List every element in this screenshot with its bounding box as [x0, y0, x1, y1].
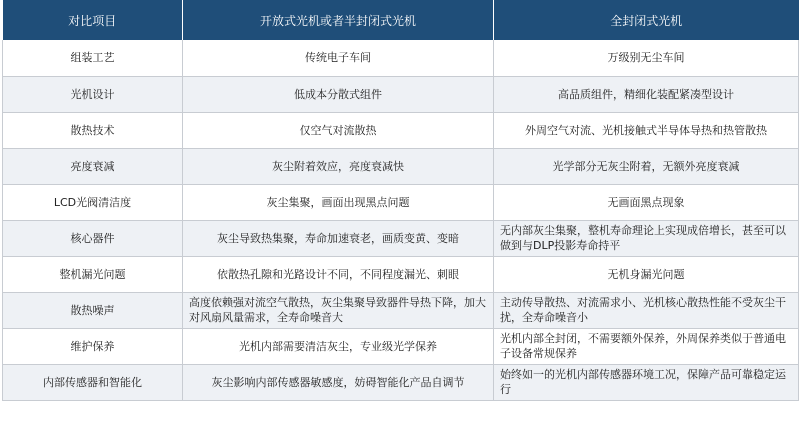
table-row	[3, 112, 799, 148]
open-value: 依散热孔隙和光路设计不同，不同程度漏光、刺眼	[183, 256, 494, 292]
row-label: 整机漏光问题	[3, 256, 183, 292]
sealed-value: 光学部分无灰尘附着，无额外亮度衰减	[494, 148, 799, 184]
table-row	[3, 184, 799, 220]
header-open-projector: 开放式光机或者半封闭式光机	[183, 0, 494, 40]
open-value: 低成本分散式组件	[183, 76, 494, 112]
sealed-value: 始终如一的光机内部传感器环境工况，保障产品可靠稳定运行	[494, 364, 799, 400]
open-value: 光机内部需要清洁灰尘，专业级光学保养	[183, 328, 494, 364]
table-row	[3, 76, 799, 112]
sealed-value: 无画面黑点现象	[494, 184, 799, 220]
row-label: 光机设计	[3, 76, 183, 112]
row-label: 组装工艺	[3, 40, 183, 76]
sealed-value: 无机身漏光问题	[494, 256, 799, 292]
row-label: 散热技术	[3, 112, 183, 148]
sealed-value: 外周空气对流、光机接触式半导体导热和热管散热	[494, 112, 799, 148]
table-row	[3, 364, 799, 400]
row-label: 内部传感器和智能化	[3, 364, 183, 400]
table-row	[3, 256, 799, 292]
row-label: 散热噪声	[3, 292, 183, 328]
open-value: 灰尘影响内部传感器敏感度，妨碍智能化产品自调节	[183, 364, 494, 400]
sealed-value: 无内部灰尘集聚，整机寿命理论上实现成倍增长，甚至可以做到与DLP投影寿命持平	[494, 220, 799, 256]
open-value: 灰尘集聚，画面出现黑点问题	[183, 184, 494, 220]
table-header-row	[3, 0, 799, 40]
row-label: LCD光阀清洁度	[3, 184, 183, 220]
row-label: 亮度衰减	[3, 148, 183, 184]
open-value: 高度依赖强对流空气散热，灰尘集聚导致器件导热下降，加大对风扇风量需求，全寿命噪音大	[183, 292, 494, 328]
open-value: 灰尘导致热集聚，寿命加速衰老，画质变黄、变暗	[183, 220, 494, 256]
open-value: 传统电子车间	[183, 40, 494, 76]
table-row	[3, 148, 799, 184]
open-value: 灰尘附着效应，亮度衰减快	[183, 148, 494, 184]
sealed-value: 主动传导散热、对流需求小、光机核心散热性能不受灰尘干扰，全寿命噪音小	[494, 292, 799, 328]
table-row	[3, 328, 799, 364]
table-row	[3, 292, 799, 328]
table-row	[3, 40, 799, 76]
open-value: 仅空气对流散热	[183, 112, 494, 148]
sealed-value: 高品质组件，精细化装配紧凑型设计	[494, 76, 799, 112]
row-label: 维护保养	[3, 328, 183, 364]
header-item: 对比项目	[3, 0, 183, 40]
row-label: 核心器件	[3, 220, 183, 256]
comparison-table	[2, 0, 799, 401]
sealed-value: 光机内部全封闭，不需要额外保养，外周保养类似于普通电子设备常规保养	[494, 328, 799, 364]
header-sealed-projector: 全封闭式光机	[494, 0, 799, 40]
table-row	[3, 220, 799, 256]
sealed-value: 万级别无尘车间	[494, 40, 799, 76]
